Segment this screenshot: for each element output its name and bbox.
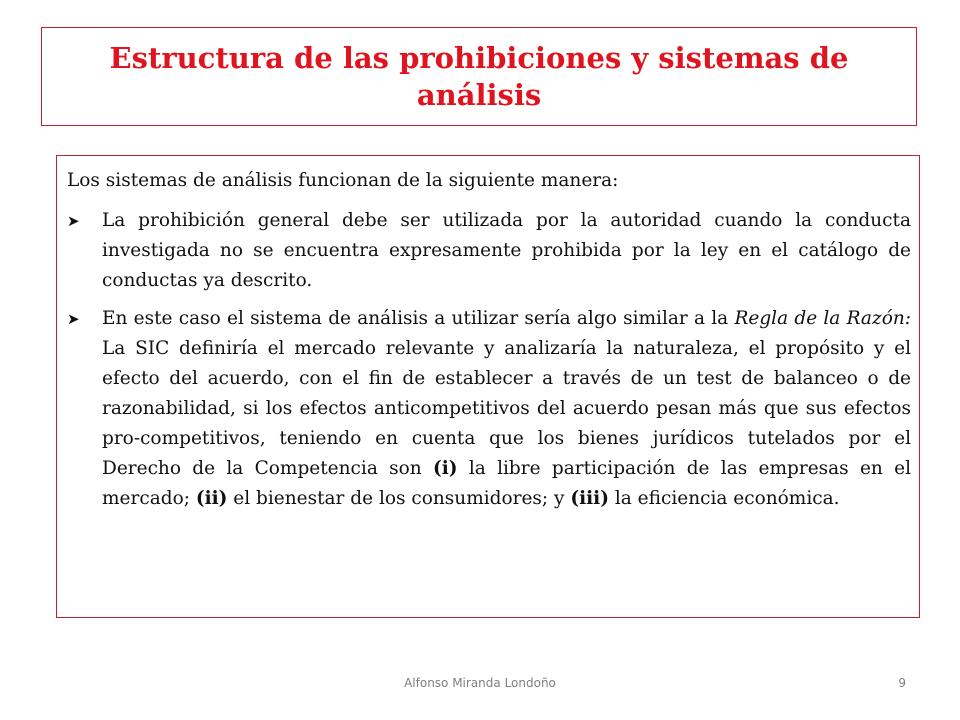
bullet-text-part: el bienestar de los consumidores; y [227, 488, 571, 509]
enum-marker: (i) [433, 458, 458, 479]
bullet-text: La prohibición general debe ser utilizada por la autoridad cuando la conducta investigada no se encuentra expresamente prohibida por la ley en el catálogo de conductas ya descrito. [102, 210, 911, 291]
intro-text: Los sistemas de análisis funcionan de la siguiente manera: [67, 170, 619, 191]
slide-title: Estructura de las prohibiciones y sistemas de análisis [109, 40, 849, 112]
arrowhead-bullet-icon: ➤ [67, 212, 80, 230]
bullet-text-part: la libre participación de las empresas en el mercado; [102, 458, 912, 509]
bullet-text-part: La SIC definiría el mercado relevante y analizaría la naturaleza, el propósito y el efecto del acuerdo, con el fin de establecer a través de un test de balanceo o de razonabilidad, si los efectos anticompetitivos del acuerdo pesan más que sus efectos pro-competitivos, teniendo en cuenta que los bienes jurídicos tutelados por el Derecho de la Competencia son [102, 338, 911, 479]
enum-marker: (ii) [195, 488, 228, 509]
rule-of-reason-italic: Regla de la Razón: [734, 308, 911, 329]
bullet-text [102, 304, 911, 514]
bullet-text-part: En este caso el sistema de análisis a utilizar sería algo similar a la [102, 308, 735, 329]
enum-marker: (iii) [570, 488, 609, 509]
bullet-text-part: la eficiencia económica. [608, 488, 840, 509]
title-box [41, 27, 917, 126]
page-number: 9 [898, 676, 906, 690]
content-box [56, 155, 920, 618]
arrowhead-bullet-icon: ➤ [67, 310, 80, 328]
bullet-item [67, 304, 911, 514]
bullet-list [67, 206, 911, 514]
bullet-item [67, 206, 911, 296]
footer-author: Alfonso Miranda Londoño [404, 676, 556, 690]
